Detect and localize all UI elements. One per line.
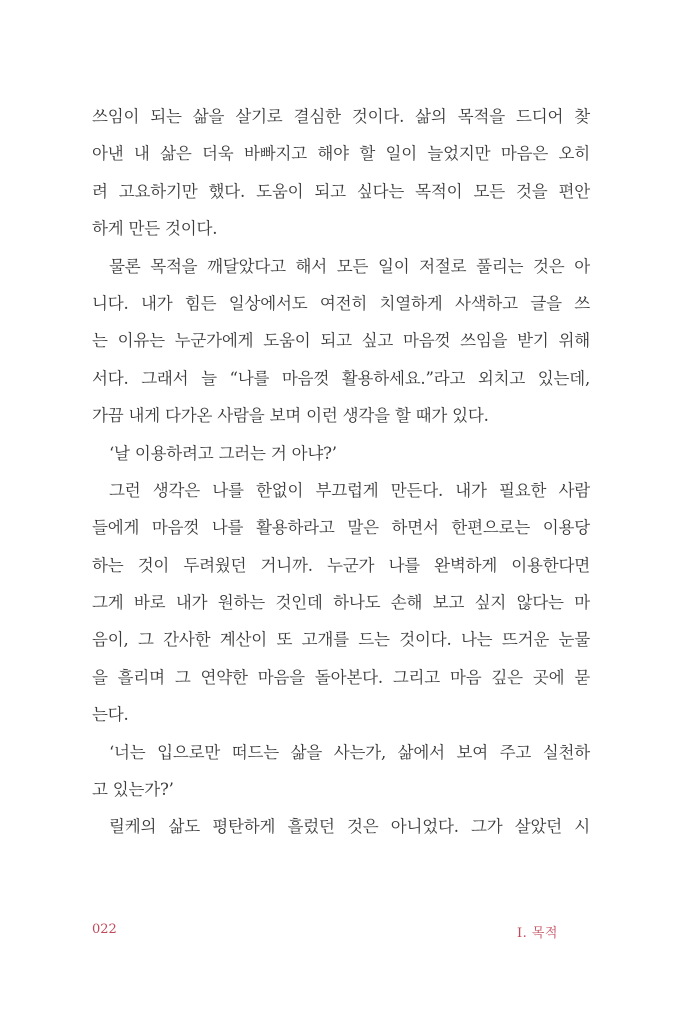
text-line-8: 서다. 그래서 늘 “나를 마음껏 활용하세요.”라고 외치고 있는데, xyxy=(92,368,590,388)
text-line-19: 고 있는가?’ xyxy=(92,780,174,800)
text-line-15: 음이, 그 간사한 계산이 또 고개를 드는 것이다. 나는 뜨거운 눈물 xyxy=(92,630,590,650)
body-text xyxy=(92,98,590,846)
text-line-17: 는다. xyxy=(92,705,129,725)
page-footer xyxy=(92,922,558,941)
page-number: 022 xyxy=(92,922,117,937)
text-line-10: ‘날 이용하려고 그러는 거 아냐?’ xyxy=(109,443,337,463)
section-title: Ⅰ. 목적 xyxy=(516,926,558,941)
text-line-2: 아낸 내 삶은 더욱 바빠지고 해야 할 일이 늘었지만 마음은 오히 xyxy=(92,144,590,164)
text-line-4: 하게 만든 것이다. xyxy=(92,219,218,239)
text-line-1: 쓰임이 되는 삶을 살기로 결심한 것이다. 삶의 목적을 드디어 찾 xyxy=(92,107,590,126)
text-line-18: ‘너는 입으로만 떠드는 삶을 사는가, 삶에서 보여 주고 실천하 xyxy=(109,742,590,762)
text-line-16: 을 흘리며 그 연약한 마음을 돌아본다. 그리고 마음 깊은 곳에 묻 xyxy=(92,667,590,687)
text-line-9: 가끔 내게 다가온 사람을 보며 이런 생각을 할 때가 있다. xyxy=(92,406,489,426)
text-line-5: 물론 목적을 깨달았다고 해서 모든 일이 저절로 풀리는 것은 아 xyxy=(109,256,590,276)
text-line-7: 는 이유는 누군가에게 도움이 되고 싶고 마음껏 쓰임을 받기 위해 xyxy=(92,331,590,351)
text-line-20: 릴케의 삶도 평탄하게 흘렀던 것은 아니었다. 그가 살았던 시 xyxy=(109,817,590,837)
text-line-13: 하는 것이 두려웠던 거니까. 누군가 나를 완벽하게 이용한다면 xyxy=(92,555,590,575)
text-line-12: 들에게 마음껏 나를 활용하라고 말은 하면서 한편으로는 이용당 xyxy=(92,518,590,538)
text-line-6: 니다. 내가 힘든 일상에서도 여전히 치열하게 사색하고 글을 쓰 xyxy=(92,293,590,313)
text-line-14: 그게 바로 내가 원하는 것인데 하나도 손해 보고 싶지 않다는 마 xyxy=(92,593,590,613)
text-line-11: 그런 생각은 나를 한없이 부끄럽게 만든다. 내가 필요한 사람 xyxy=(109,480,590,500)
text-line-3: 려 고요하기만 했다. 도움이 되고 싶다는 목적이 모든 것을 편안 xyxy=(92,181,590,201)
